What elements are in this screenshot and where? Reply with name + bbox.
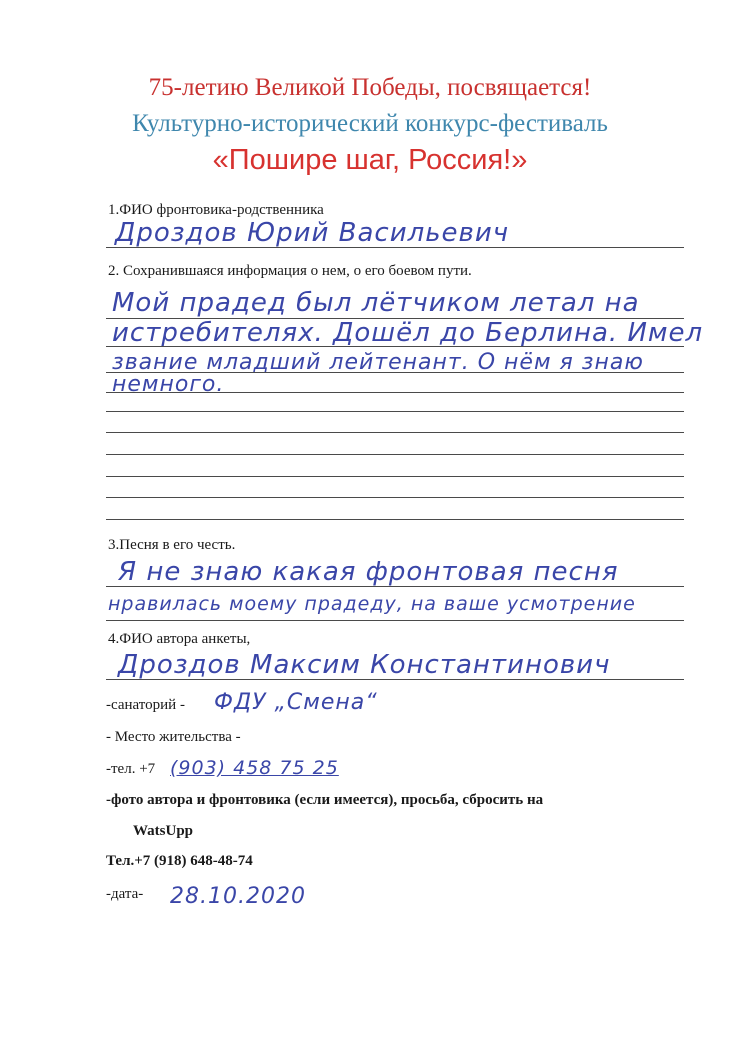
sanatorium-value: ФДУ „Смена“ xyxy=(214,690,378,715)
q3-label: 3.Песня в его честь. xyxy=(108,537,236,553)
date-value: 28.10.2020 xyxy=(170,884,306,909)
sanatorium-label: -санаторий - xyxy=(106,697,185,713)
header-line-2: Культурно-исторический конкурс-фестиваль xyxy=(132,110,608,137)
q1-answer-line xyxy=(106,247,684,248)
q1-label: 1.ФИО фронтовика-родственника xyxy=(108,202,324,218)
q2-answer-line-2: истребителях. Дошёл до Берлина. Имел xyxy=(112,318,704,348)
q2-answer-line-1: Мой прадед был лётчиком летал на xyxy=(112,288,640,318)
q2-line-3 xyxy=(106,372,684,373)
q1-answer: Дроздов Юрий Васильевич xyxy=(115,218,510,248)
q2-line-7 xyxy=(106,454,684,455)
q2-line-4 xyxy=(106,392,684,393)
header-line-1: 75-летию Великой Победы, посвящается! xyxy=(148,74,592,101)
q2-line-2 xyxy=(106,346,684,347)
phone-value: (903) 458 75 25 xyxy=(170,757,339,779)
q3-line-1 xyxy=(106,586,684,587)
q2-line-1 xyxy=(106,318,684,319)
q2-line-8 xyxy=(106,476,684,477)
photo-request: -фото автора и фронтовика (если имеется), просьба, сбросить на xyxy=(106,792,544,808)
q2-line-5 xyxy=(106,411,684,412)
q4-label: 4.ФИО автора анкеты, xyxy=(108,631,251,647)
q3-answer-line-1: Я не знаю какая фронтовая песня xyxy=(118,557,619,587)
q2-label: 2. Сохранившаяся информация о нем, о его боевом пути. xyxy=(108,263,472,279)
q3-answer-line-2: нравилась моему прадеду, на ваше усмотрение xyxy=(108,593,636,615)
q2-answer-line-4: немного. xyxy=(112,372,225,397)
q2-line-10 xyxy=(106,519,684,520)
q4-answer-line xyxy=(106,679,684,680)
q4-answer: Дроздов Максим Константинович xyxy=(118,650,611,680)
q3-line-2 xyxy=(106,620,684,621)
header-line-3: «Пошире шаг, Россия!» xyxy=(212,144,528,176)
phone-label: -тел. +7 xyxy=(106,761,156,777)
residence-label: - Место жительства - xyxy=(106,729,241,745)
whatsapp-label: WatsUpp xyxy=(133,823,194,839)
q2-answer-line-3: звание младший лейтенант. О нём я знаю xyxy=(112,350,644,375)
q2-line-9 xyxy=(106,497,684,498)
date-label: -дата- xyxy=(106,886,144,902)
q2-line-6 xyxy=(106,432,684,433)
contact-phone: Тел.+7 (918) 648-48-74 xyxy=(106,853,253,869)
